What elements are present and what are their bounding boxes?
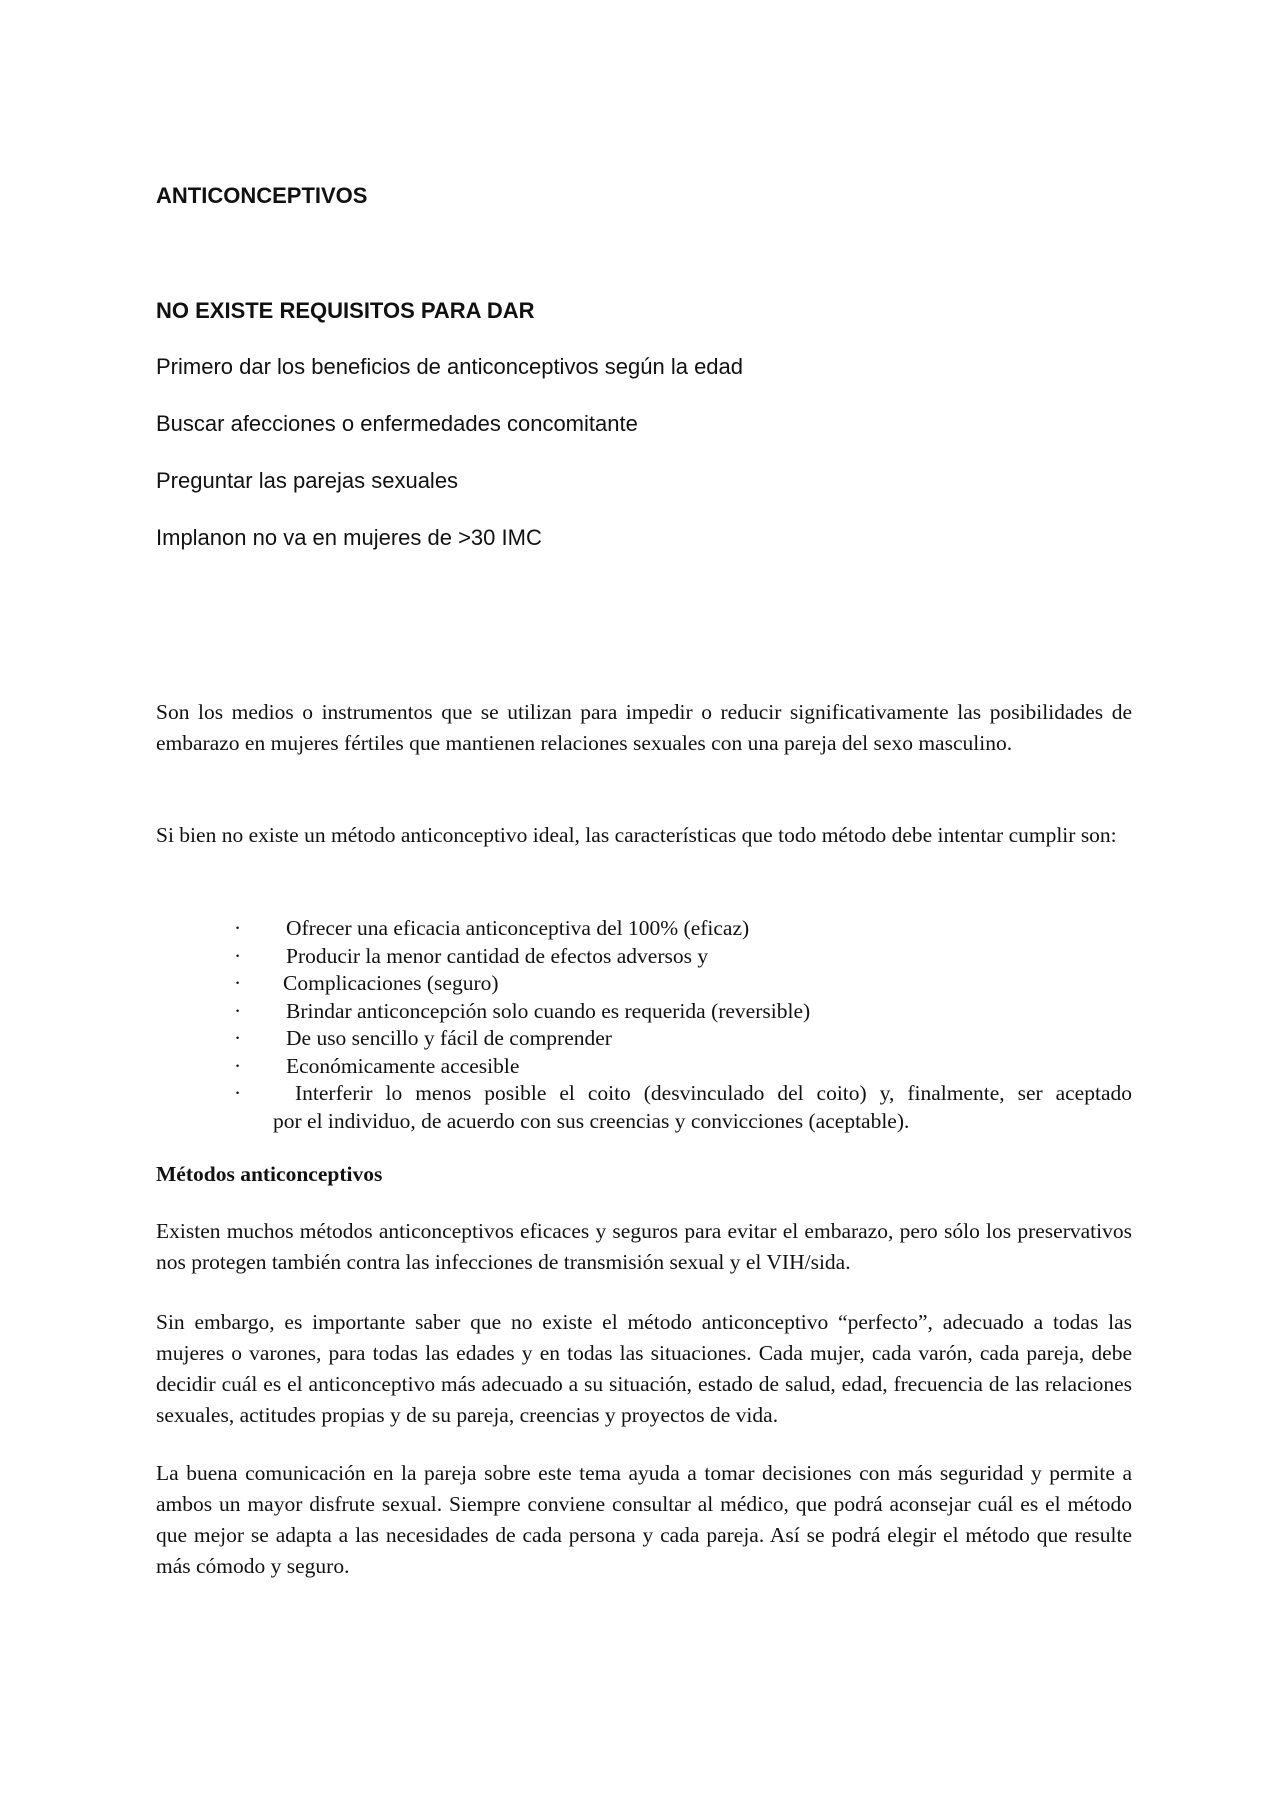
bullet-dot: · — [234, 1081, 242, 1105]
note-line: Primero dar los beneficios de anticonceptivos según la edad — [156, 354, 744, 379]
characteristics-list — [156, 915, 1132, 1135]
ideal-method-intro: Si bien no existe un método anticonceptivo ideal, las características que todo método debe intentar cumplir son: — [156, 823, 1117, 847]
bullet-dot: · — [234, 971, 242, 995]
list-item-text: Brindar anticoncepción solo cuando es requerida (reversible) — [286, 998, 811, 1023]
list-item — [156, 943, 1132, 971]
list-item — [156, 970, 1132, 998]
list-item-text: Ofrecer una eficacia anticonceptiva del 100% (eficaz) — [286, 916, 750, 940]
bullet-dot: · — [234, 998, 242, 1023]
list-item-text: Interferir lo menos posible el coito (desvinculado del coito) y, finalmente, ser aceptado — [295, 1081, 1132, 1105]
note-line: Preguntar las parejas sexuales — [156, 468, 459, 493]
note-line: Implanon no va en mujeres de >30 IMC — [156, 525, 542, 550]
list-item-text: Producir la menor cantidad de efectos adversos y — [286, 943, 709, 968]
bullet-dot: · — [234, 943, 242, 968]
document-title: ANTICONCEPTIVOS — [156, 183, 368, 208]
definition-paragraph: Son los medios o instrumentos que se utilizan para impedir o reducir significativamente las posibilidades de embarazo en mujeres fértiles que mantienen relaciones sexuales con una pareja del sexo masculino. — [156, 700, 1132, 755]
list-item — [156, 1025, 1132, 1053]
list-item-text-continued: por el individuo, de acuerdo con sus creencias y convicciones (aceptable). — [273, 1108, 910, 1133]
list-item-text: Complicaciones (seguro) — [283, 971, 499, 995]
methods-paragraph: La buena comunicación en la pareja sobre este tema ayuda a tomar decisiones con más seguridad y permite a ambos un mayor disfrute sexual. Siempre conviene consultar al médico, que podrá aconsejar cuál es el método que mejor se adapta a las necesidades de cada persona y cada pareja. Así se podrá elegir el método que resulte más cómodo y seguro. — [156, 1461, 1132, 1578]
list-item-text: De uso sencillo y fácil de comprender — [286, 1026, 612, 1050]
methods-paragraph: Existen muchos métodos anticonceptivos eficaces y seguros para evitar el embarazo, pero sólo los preservativos nos protegen también contra las infecciones de transmisión sexual y el VIH/sida. — [156, 1219, 1132, 1274]
list-item — [156, 998, 1132, 1026]
note-line: Buscar afecciones o enfermedades concomitante — [156, 411, 638, 436]
bullet-dot: · — [234, 1026, 242, 1050]
list-item — [156, 1080, 1132, 1135]
bullet-dot: · — [234, 916, 242, 940]
list-item-text: Económicamente accesible — [286, 1053, 520, 1078]
methods-heading: Métodos anticonceptivos — [156, 1162, 383, 1186]
methods-paragraph: Sin embargo, es importante saber que no existe el método anticonceptivo “perfecto”, adecuado a todas las mujeres o varones, para todas las edades y en todas las situaciones. Cada mujer, cada varón, cada pareja, debe decidir cuál es el anticonceptivo más adecuado a su situación, estado de salud, edad, frecuencia de las relaciones sexuales, actitudes propias y de su pareja, creencias y proyectos de vida. — [156, 1310, 1132, 1427]
bullet-dot: · — [234, 1053, 242, 1078]
list-item — [156, 1053, 1132, 1081]
requirements-heading: NO EXISTE REQUISITOS PARA DAR — [156, 298, 535, 323]
list-item — [156, 915, 1132, 943]
